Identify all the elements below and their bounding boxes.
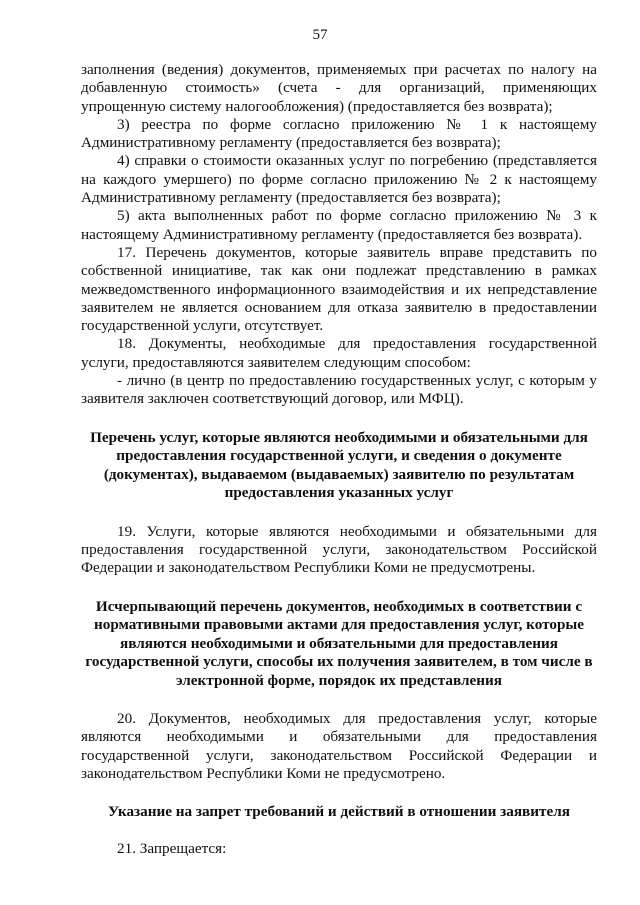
paragraph-20: 20. Документов, необходимых для предоставления услуг, которые являются необходимыми и обязательными для предоставления государственной услуги, законодательством Российской Федерации и законодательством Республики Коми не предусмотрено.: [81, 710, 597, 782]
page-number: 57: [312, 27, 328, 43]
paragraph-21: 21. Запрещается:: [117, 839, 227, 857]
paragraph-18-item: - лично (в центр по предоставлению государственных услуг, с которым у заявителя заключен соответствующий договор, или МФЦ).: [81, 372, 597, 408]
spacer: [81, 409, 597, 429]
spacer: [81, 578, 597, 598]
spacer: [81, 822, 597, 840]
paragraph-continuation: заполнения (ведения) документов, применяемых при расчетах по налогу на добавленную стоимость» (счета - для организаций, применяющих упрощенную систему налогообложения) (предоставляется без возврата);: [81, 61, 597, 115]
spacer: [81, 690, 597, 710]
spacer: [81, 783, 597, 803]
section-heading-prohibition: Указание на запрет требований и действий в отношении заявителя: [108, 803, 570, 821]
document-body: [81, 61, 597, 858]
paragraph-item-3: 3) реестра по форме согласно приложению № 1 к настоящему Административному регламенту (предоставляется без возврата);: [81, 115, 597, 152]
spacer: [81, 503, 597, 523]
section-heading-documents-list: Исчерпывающий перечень документов, необходимых в соответствии с нормативными правовыми актами для предоставления услуг, которые являются необходимыми и обязательными для предоставления государственной услуги, способы их получения заявителем, в том числе в электронной форме, порядок их представления: [85, 597, 593, 689]
paragraph-19: 19. Услуги, которые являются необходимыми и обязательными для предоставления государственной услуги, законодательством Российской Федерации и законодательством Республики Коми не предусмотрены.: [81, 522, 597, 577]
section-heading-related-services: Перечень услуг, которые являются необходимыми и обязательными для предоставления государственной услуги, и сведения о документе (документах), выдаваемом (выдаваемых) заявителю по результатам предоставления указанных услуг: [90, 428, 588, 502]
paragraph-17: 17. Перечень документов, которые заявитель вправе представить по собственной инициативе, так как они подлежат представлению в рамках межведомственного информационного взаимодействия и их непредставление заявителем не является основанием для отказа заявителю в предоставлении государственной услуги, отсутствует.: [81, 243, 597, 335]
paragraph-item-4: 4) справки о стоимости оказанных услуг по погребению (представляется на каждого умершего) по форме согласно приложению № 2 к настоящему Административному регламенту (предоставляется без возврата);: [81, 152, 597, 207]
paragraph-18: 18. Документы, необходимые для предоставления государственной услуги, предоставляются заявителем следующим способом:: [81, 335, 597, 371]
paragraph-item-5: 5) акта выполненных работ по форме согласно приложению № 3 к настоящему Административному регламенту (предоставляется без возврата).: [81, 207, 597, 243]
